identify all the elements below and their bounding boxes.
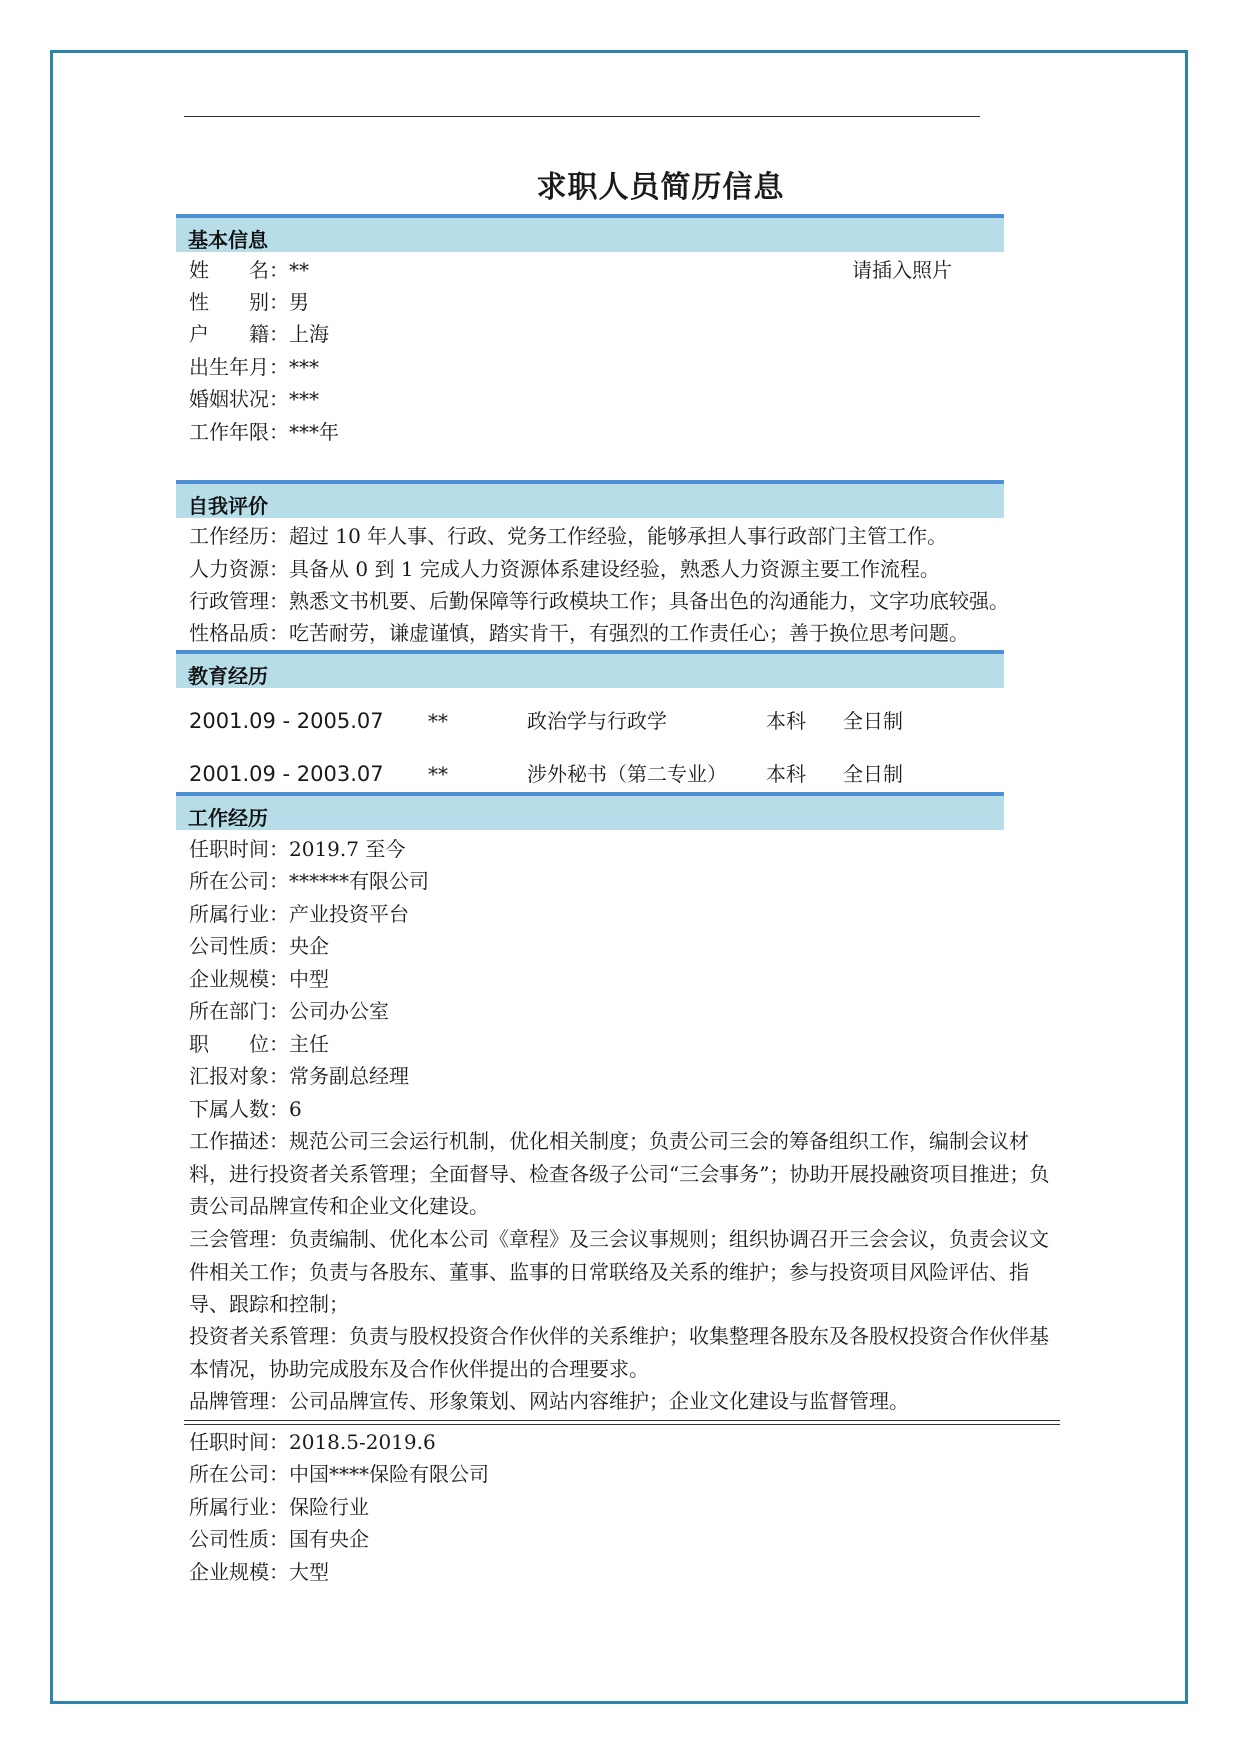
header-rule — [184, 116, 980, 117]
job1-description: 工作描述：规范公司三会运行机制，优化相关制度；负责公司三会的筹备组织工作，编制会议材料，进行投资者关系管理；全面督导、检查各级子公司“三会事务”；协助开展投融资项目推进；负责公司品牌宣传和企业文化建设。 — [189, 1129, 1050, 1218]
edu-school: ** — [428, 709, 448, 733]
job1-industry: 所属行业：产业投资平台 — [189, 902, 409, 926]
photo-placeholder: 请插入照片 — [852, 258, 952, 282]
section-header-basic — [176, 214, 1004, 252]
basic-birth: 出生年月：*** — [189, 355, 319, 379]
job1-department: 所在部门：公司办公室 — [189, 999, 389, 1023]
job1-position: 职 位：主任 — [189, 1032, 329, 1056]
section-title-work: 工作经历 — [188, 806, 268, 830]
section-title-basic: 基本信息 — [188, 228, 268, 252]
edu-date: 2001.09 - 2003.07 — [189, 762, 384, 786]
job2-time: 任职时间：2018.5-2019.6 — [189, 1430, 436, 1454]
self-eval-item: 人力资源：具备从 0 到 1 完成人力资源体系建设经验，熟悉人力资源主要工作流程。 — [189, 557, 940, 581]
self-eval-item: 性格品质：吃苦耐劳，谦虚谨慎，踏实肯干，有强烈的工作责任心；善于换位思考问题。 — [189, 621, 969, 645]
self-eval-item: 行政管理：熟悉文书机要、后勤保障等行政模块工作；具备出色的沟通能力，文字功底较强。 — [189, 589, 1009, 613]
self-eval-item: 工作经历：超过 10 年人事、行政、党务工作经验，能够承担人事行政部门主管工作。 — [189, 524, 948, 548]
edu-major: 政治学与行政学 — [527, 709, 667, 733]
basic-hukou: 户 籍：上海 — [189, 322, 329, 346]
edu-degree: 本科 — [766, 762, 806, 786]
page-title: 求职人员简历信息 — [536, 170, 785, 205]
basic-name: 姓 名：** — [189, 258, 309, 282]
section-header-self-eval — [176, 480, 1004, 518]
edu-mode: 全日制 — [843, 709, 903, 733]
edu-date: 2001.09 - 2005.07 — [189, 709, 384, 733]
edu-mode: 全日制 — [843, 762, 903, 786]
job2-nature: 公司性质：国有央企 — [189, 1527, 369, 1551]
section-title-education: 教育经历 — [188, 664, 268, 688]
job1-report-to: 汇报对象：常务副总经理 — [189, 1064, 409, 1088]
job1-board-management: 三会管理：负责编制、优化本公司《章程》及三会议事规则；组织协调召开三会会议，负责会议文件相关工作；负责与各股东、董事、监事的日常联络及关系的维护；参与投资项目风险评估、指导、跟踪和控制； — [189, 1227, 1049, 1316]
edu-school: ** — [428, 762, 448, 786]
job1-company: 所在公司：******有限公司 — [189, 869, 429, 893]
section-title-self-eval: 自我评价 — [188, 494, 268, 518]
job-divider — [184, 1420, 1060, 1425]
edu-degree: 本科 — [766, 709, 806, 733]
section-header-education — [176, 650, 1004, 688]
edu-major: 涉外秘书（第二专业） — [527, 762, 727, 786]
basic-gender: 性 别：男 — [189, 290, 309, 314]
job1-brand-management: 品牌管理：公司品牌宣传、形象策划、网站内容维护；企业文化建设与监督管理。 — [189, 1389, 909, 1413]
basic-years: 工作年限：***年 — [189, 420, 339, 444]
job2-scale: 企业规模：大型 — [189, 1560, 329, 1584]
section-header-work — [176, 792, 1004, 830]
job1-scale: 企业规模：中型 — [189, 967, 329, 991]
job1-subordinates: 下属人数：6 — [189, 1097, 302, 1121]
basic-marital: 婚姻状况：*** — [189, 387, 319, 411]
job2-company: 所在公司：中国****保险有限公司 — [189, 1462, 489, 1486]
job1-time: 任职时间：2019.7 至今 — [189, 837, 406, 861]
job2-industry: 所属行业：保险行业 — [189, 1495, 369, 1519]
job1-investor-relations: 投资者关系管理：负责与股权投资合作伙伴的关系维护；收集整理各股东及各股权投资合作伙伴基本情况，协助完成股东及合作伙伴提出的合理要求。 — [189, 1324, 1049, 1381]
job1-nature: 公司性质：央企 — [189, 934, 329, 958]
